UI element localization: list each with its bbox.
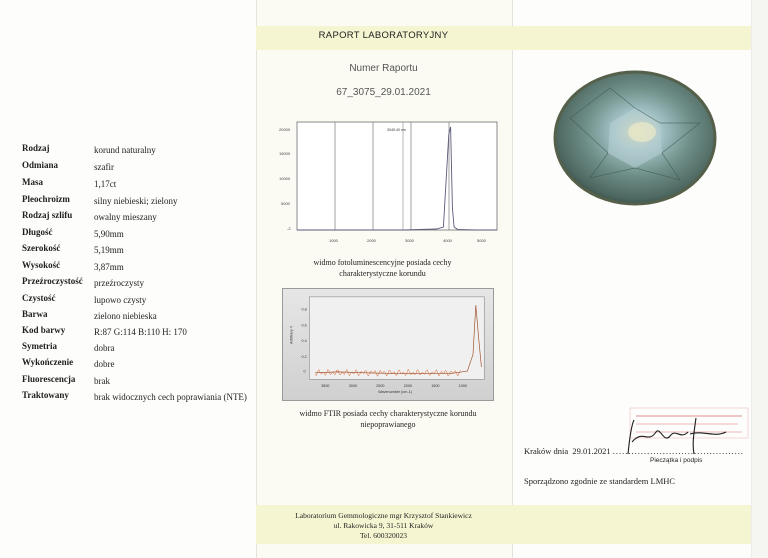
property-row: [22, 260, 262, 276]
stamp-caption: Pieczątka i podpis: [650, 457, 703, 464]
property-row: [22, 293, 262, 309]
property-label: Długość: [22, 227, 53, 237]
property-label: Szerokość: [22, 243, 61, 253]
photoluminescence-chart: [277, 118, 502, 250]
plot-frame: [309, 297, 484, 380]
property-label: Odmiana: [22, 160, 59, 170]
report-number-label: Numer Raportu: [349, 63, 418, 74]
y-tick-label: 0.8: [301, 307, 307, 312]
property-row: [22, 177, 262, 193]
x-axis-label: Wavenumber (cm-1): [378, 390, 412, 395]
property-value: korund naturalny: [94, 145, 156, 155]
property-row: [22, 325, 262, 341]
property-label: Fluorescencja: [22, 374, 76, 384]
property-row: [22, 227, 262, 243]
y-tick-label: 0.6: [301, 323, 307, 328]
x-tick-label: 5000: [477, 238, 486, 243]
property-value: dobre: [94, 359, 115, 369]
y-axis-label: Arbitrary Y: [288, 325, 294, 345]
property-value: dobra: [94, 343, 115, 353]
property-label: Rodzaj szlifu: [22, 210, 73, 220]
property-row: [22, 341, 262, 357]
report-number: 67_3075_29.01.2021: [336, 87, 431, 98]
property-label: Symetria: [22, 341, 57, 351]
x-tick-label: 1500: [431, 384, 440, 389]
property-label: Czystość: [22, 293, 56, 303]
ftir-chart: [282, 288, 494, 401]
property-label: Barwa: [22, 309, 48, 319]
property-row: [22, 143, 262, 159]
x-tick-label: 3000: [348, 384, 357, 389]
place-label: Kraków dnia: [524, 446, 569, 456]
plot-frame: [297, 122, 497, 230]
property-row: [22, 276, 262, 292]
ftir-caption: widmo FTIR posiada cechy charakterystyczne korundu niepoprawianego: [299, 409, 477, 429]
property-value: R:87 G:114 B:110 H: 170: [94, 327, 187, 337]
property-value: przeźroczysty: [94, 278, 144, 288]
property-value: brak: [94, 376, 110, 386]
property-label: Wykończenie: [22, 357, 74, 367]
property-row: [22, 357, 262, 373]
property-value: 3,87mm: [94, 262, 124, 272]
lab-phone: Tel. 600320023: [360, 531, 407, 540]
peak-label: 3045.40 nm: [387, 128, 406, 132]
issue-date: 29.01.2021: [572, 446, 611, 456]
x-tick-label: 4000: [443, 238, 452, 243]
property-label: Kod barwy: [22, 325, 66, 335]
x-tick-label: 2000: [367, 238, 376, 243]
property-label: Traktowany: [22, 390, 69, 400]
property-value: lupowo czysty: [94, 295, 147, 305]
gem-highlight: [628, 122, 656, 142]
property-row: [22, 194, 262, 210]
y-tick-label: 0.2: [301, 354, 307, 359]
property-value: 1,17ct: [94, 179, 117, 189]
y-tick-label: 20000: [279, 127, 291, 132]
x-tick-label: 2000: [403, 384, 412, 389]
property-value: 5,19mm: [94, 245, 124, 255]
standard-note: Sporządzono zgodnie ze standardem LMHC: [524, 476, 676, 486]
x-tick-label: 2500: [376, 384, 385, 389]
gemstone-image: [550, 68, 720, 208]
property-row: [22, 210, 262, 226]
property-value: szafir: [94, 162, 114, 172]
property-label: Pleochroizm: [22, 194, 70, 204]
y-tick-label: 5000: [281, 201, 290, 206]
property-value: brak widocznych cech poprawiania (NTE): [94, 392, 247, 402]
property-value: zielono niebieska: [94, 311, 157, 321]
property-label: Masa: [22, 177, 43, 187]
lab-address: ul. Rakowicka 9, 31-511 Kraków: [333, 521, 434, 530]
y-tick-label: 0: [303, 369, 306, 374]
lab-name: Laboratorium Gemmologiczne mgr Krzysztof Stankiewicz: [295, 511, 472, 520]
property-row: [22, 390, 262, 406]
x-tick-label: 1000: [458, 384, 468, 389]
photoluminescence-caption: widmo fotoluminescencyjne posiada cechy charakterystyczne korundu: [313, 258, 452, 278]
report-title: RAPORT LABORATORYJNY: [318, 30, 449, 41]
property-row: [22, 309, 262, 325]
y-tick-label: -2: [287, 226, 291, 231]
property-label: Przeźroczystość: [22, 276, 83, 286]
y-tick-label: 10000: [279, 176, 291, 181]
property-value: owalny mieszany: [94, 212, 157, 222]
page-fold-edge: [751, 0, 768, 558]
center-panel: [256, 0, 513, 558]
property-value: 5,90mm: [94, 229, 124, 239]
y-tick-label: 0.4: [301, 339, 307, 344]
x-tick-label: 3500: [321, 384, 330, 389]
property-row: [22, 160, 262, 176]
property-label: Rodzaj: [22, 143, 50, 153]
place-and-date: Kraków dnia 29.01.2021 ..........................................: [524, 446, 745, 456]
y-tick-label: 15000: [279, 151, 291, 156]
property-row: [22, 374, 262, 390]
x-tick-label: 3000: [405, 238, 414, 243]
x-tick-label: 1000: [329, 238, 338, 243]
laboratory-footer: [256, 511, 511, 541]
property-label: Wysokość: [22, 260, 61, 270]
property-value: silny niebieski; zielony: [94, 196, 178, 206]
property-row: [22, 243, 262, 259]
